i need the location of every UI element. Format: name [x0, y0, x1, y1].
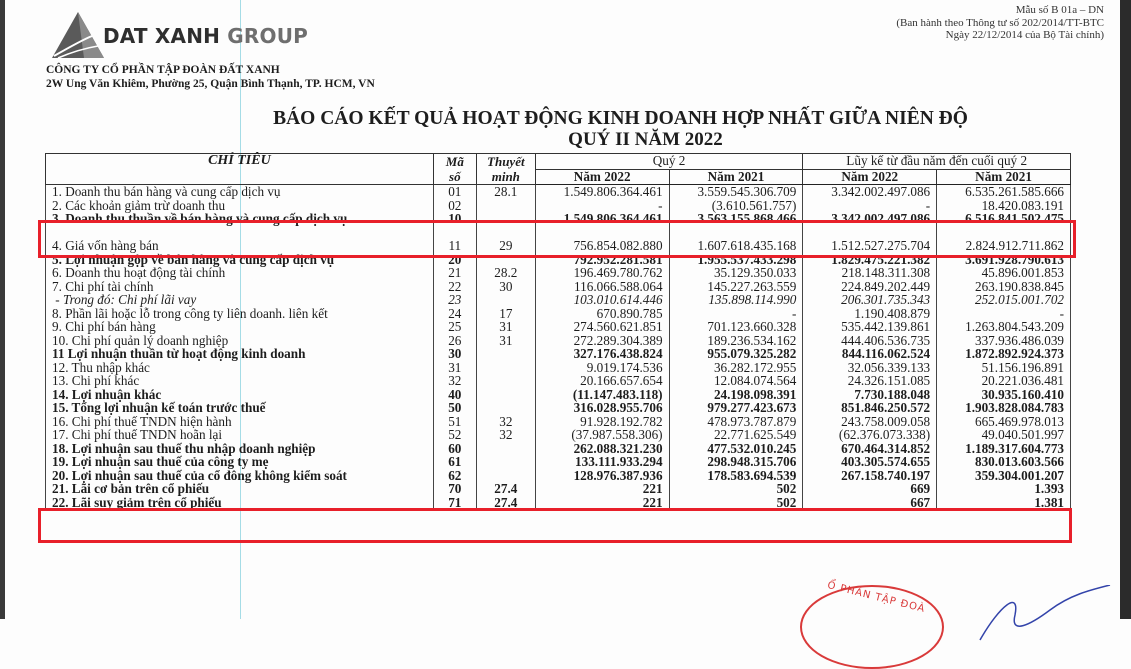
- report-title: BÁO CÁO KẾT QUẢ HOẠT ĐỘNG KINH DOANH HỢP NHẤT GIỮA NIÊN ĐỘ QUÝ II NĂM 2022: [0, 108, 1131, 150]
- company-logo-text: DAT XANH GROUP: [103, 24, 308, 48]
- table-row-highlighted: 3. Doanh thu thuần về bán hàng và cung cấp dịch vụ 10 1.549.806.364.461 3.563.155.868.466 3.342.002.497.086 6.516.841.502.475: [46, 212, 1071, 239]
- table-row: 8. Phần lãi hoặc lỗ trong công ty liên doanh. liên kết 24 17 670.890.785 - 1.190.408.879 -: [46, 307, 1071, 321]
- table-row: - Trong đó: Chi phí lãi vay 23 103.010.614.446 135.898.114.990 206.301.735.343 252.015.001.702: [46, 293, 1071, 307]
- table-row: 2. Các khoản giảm trừ doanh thu 02 - (3.610.561.757) - 18.420.083.191: [46, 199, 1071, 213]
- table-row: 11 Lợi nhuận thuần từ hoạt động kinh doanh 30 327.176.438.824 955.079.325.282 844.116.062.524 1.872.892.924.373: [46, 347, 1071, 361]
- table-row: 1. Doanh thu bán hàng và cung cấp dịch vụ 01 28.1 1.549.806.364.461 3.559.545.306.709 3.342.002.497.086 6.535.261.585.666: [46, 185, 1071, 199]
- header-ytd-2021: Năm 2021: [937, 169, 1071, 185]
- table-row-highlighted: 19. Lợi nhuận sau thuế của công ty mẹ 61 133.111.933.294 298.948.315.706 403.305.574.655 830.013.603.566: [46, 455, 1071, 469]
- table-row: 21. Lãi cơ bản trên cổ phiếu 70 27.4 221 502 669 1.393: [46, 482, 1071, 496]
- table-row: 22. Lãi suy giảm trên cổ phiếu 71 27.4 221 502 667 1.381: [46, 496, 1071, 510]
- form-reference: Mẫu số B 01a – DN (Ban hành theo Thông tư số 202/2014/TT-BTC Ngày 22/12/2014 của Bộ Tài chính): [896, 4, 1104, 41]
- triangle-logo-icon: [48, 10, 108, 60]
- header-item: CHỈ TIÊU: [46, 154, 434, 185]
- report-subtitle: QUÝ II NĂM 2022: [568, 129, 723, 150]
- header-row-1: [46, 154, 1071, 170]
- income-statement-table: [45, 153, 1071, 510]
- header-q2-2021: Năm 2021: [669, 169, 803, 185]
- header-q2-2022: Năm 2022: [535, 169, 669, 185]
- table-row: 4. Giá vốn hàng bán 11 29 756.854.082.880 1.607.618.435.168 1.512.527.275.704 2.824.912.711.862: [46, 239, 1071, 253]
- header-note: Thuyết minh: [476, 154, 535, 185]
- table-row: 9. Chi phí bán hàng 25 31 274.560.621.851 701.123.660.328 535.442.139.861 1.263.804.543.209: [46, 320, 1071, 334]
- table-row: 15. Tổng lợi nhuận kế toán trước thuế 50 316.028.955.706 979.277.423.673 851.846.250.572 1.903.828.084.783: [46, 401, 1071, 415]
- table-row: 6. Doanh thu hoạt động tài chính 21 28.2 196.469.780.762 35.129.350.033 218.148.311.308 45.896.001.853: [46, 266, 1071, 280]
- header-code: Mã số: [433, 154, 476, 185]
- company-name: CÔNG TY CỔ PHẦN TẬP ĐOÀN ĐẤT XANH: [46, 64, 280, 76]
- table-row: 20. Lợi nhuận sau thuế của cổ đông không kiểm soát 62 128.976.387.936 178.583.694.539 267.158.740.197 359.304.001.207: [46, 469, 1071, 483]
- company-address: 2W Ung Văn Khiêm, Phường 25, Quận Bình Thạnh, TP. HCM, VN: [46, 78, 375, 90]
- stamp-text: Ổ PHẦN TẬP ĐOÀ: [826, 580, 927, 615]
- table-row: 5. Lợi nhuận gộp về bán hàng và cung cấp dịch vụ 20 792.952.281.581 1.955.537.433.298 1.829.475.221.382 3.691.928.790.613: [46, 253, 1071, 267]
- table-row: 16. Chi phí thuế TNDN hiện hành 51 32 91.928.192.782 478.973.787.879 243.758.009.058 665.469.978.013: [46, 415, 1071, 429]
- table-row: 13. Chi phí khác 32 20.166.657.654 12.084.074.564 24.326.151.085 20.221.036.481: [46, 374, 1071, 388]
- viewer-scrollbar[interactable]: [1120, 0, 1131, 619]
- table-row: 17. Chi phí thuế TNDN hoãn lại 52 32 (37.987.558.306) 22.771.625.549 (62.376.073.338) 49.040.501.997: [46, 428, 1071, 442]
- table-row: 12. Thu nhập khác 31 9.019.174.536 36.282.172.955 32.056.339.133 51.156.196.891: [46, 361, 1071, 375]
- header-group-ytd: Lũy kế từ đầu năm đến cuối quý 2: [803, 154, 1071, 170]
- table-row: 10. Chi phí quản lý doanh nghiệp 26 31 272.289.304.389 189.236.534.162 444.406.536.735 337.936.486.039: [46, 334, 1071, 348]
- company-info: [46, 63, 375, 91]
- table-row: 14. Lợi nhuận khác 40 (11.147.483.118) 24.198.098.391 7.730.188.048 30.935.160.410: [46, 388, 1071, 402]
- header-ytd-2022: Năm 2022: [803, 169, 937, 185]
- signature-icon: [960, 585, 1131, 645]
- highlight-box-rows-18-19: [38, 508, 1072, 543]
- table-row-highlighted: 18. Lợi nhuận sau thuế thu nhập doanh nghiệp 60 262.088.321.230 477.532.010.245 670.464.314.852 1.189.317.604.773: [46, 442, 1071, 456]
- table-row: 7. Chi phí tài chính 22 30 116.066.588.064 145.227.263.559 224.849.202.449 263.190.838.845: [46, 280, 1071, 294]
- header-group-q2: Quý 2: [535, 154, 803, 170]
- viewer-left-edge: [0, 0, 5, 619]
